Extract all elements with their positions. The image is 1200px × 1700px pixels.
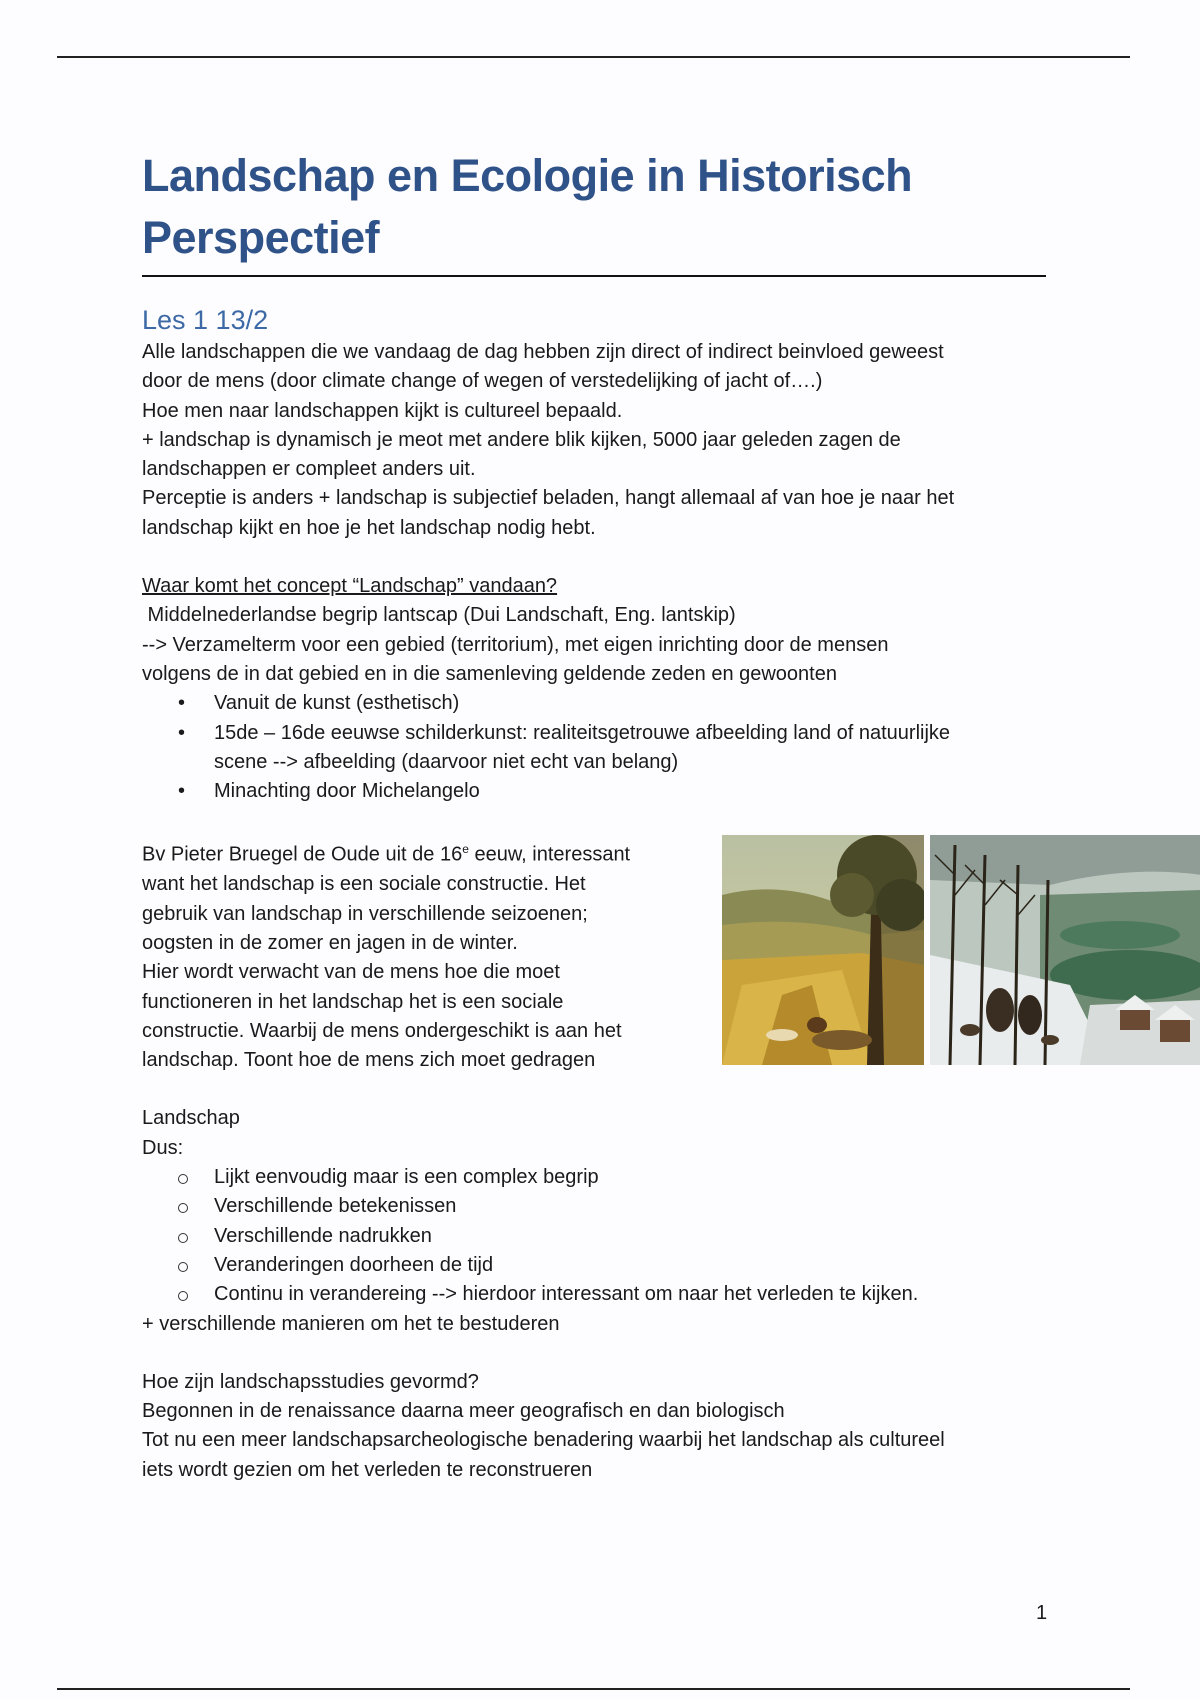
page-title: Landschap en Ecologie in Historisch Perspectief: [142, 145, 1046, 277]
bullet-icon: •: [178, 780, 186, 803]
text-line: gebruik van landschap in verschillende seizoenen;: [142, 902, 588, 925]
text-line: Hoe men naar landschappen kijkt is cultureel bepaald.: [142, 399, 623, 422]
text-line: want het landschap is een sociale constructie. Het: [142, 873, 586, 896]
list-item: Verschillende nadrukken: [142, 1222, 1046, 1251]
text-line: Middelnederlandse begrip lantscap (Dui Landschaft, Eng. lantskip): [142, 604, 736, 627]
intro-paragraph: [142, 338, 1046, 543]
studies-section: [142, 1368, 1046, 1485]
text-line: + landschap is dynamisch je meot met andere blik kijken, 5000 jaar geleden zagen de: [142, 428, 901, 451]
text-line: functioneren in het landschap het is een sociale: [142, 990, 564, 1013]
text-line: landschap kijkt en hoe je het landschap nodig hebt.: [142, 516, 596, 539]
text-line: Alle landschappen die we vandaag de dag hebben zijn direct of indirect beinvloed geweest: [142, 341, 944, 363]
text-line: + verschillende manieren om het te bestuderen: [142, 1312, 560, 1335]
bruegel-paintings: [722, 835, 1200, 1065]
text-line: --> Verzamelterm voor een gebied (territorium), met eigen inrichting door de mensen: [142, 633, 889, 656]
landschap-section: [142, 1104, 1046, 1338]
concept-section: [142, 572, 1046, 806]
list-item: Lijkt eenvoudig maar is een complex begrip: [142, 1163, 1046, 1192]
text-line: Hoe zijn landschapsstudies gevormd?: [142, 1370, 479, 1393]
bullet-icon: •: [178, 721, 186, 744]
document-body: [142, 145, 1046, 1485]
section-heading: Waar komt het concept “Landschap” vandaan?: [142, 575, 558, 598]
lesson-heading: Les 1 13/2: [142, 305, 269, 335]
bottom-rule: [57, 1688, 1130, 1690]
text-line: landschap. Toont hoe de mens zich moet gedragen: [142, 1049, 596, 1072]
text-line: Dus:: [142, 1136, 184, 1159]
text-line: Bv Pieter Bruegel de Oude uit de 16e eeuw, interessant: [142, 842, 631, 867]
circle-bullet-icon: [178, 1233, 188, 1243]
list-item: • Minachting door Michelangelo: [142, 777, 1046, 806]
circle-bullet-icon: [178, 1203, 188, 1213]
list-item: • 15de – 16de eeuwse schilderkunst: realiteitsgetrouwe afbeelding land of natuurlijke: [142, 719, 1046, 748]
top-rule: [57, 56, 1130, 58]
circle-bullet-icon: [178, 1174, 188, 1184]
bruegel-section: [142, 835, 1046, 1075]
list-item-continuation: scene --> afbeelding (daarvoor niet echt van belang): [214, 750, 679, 773]
text-line: iets wordt gezien om het verleden te reconstrueren: [142, 1458, 593, 1481]
page-number: 1: [1036, 1602, 1048, 1624]
list-item: Verschillende betekenissen: [142, 1192, 1046, 1221]
bullet-icon: •: [178, 692, 186, 715]
text-line: Hier wordt verwacht van de mens hoe die moet: [142, 961, 560, 984]
harvesters-painting: [722, 835, 924, 1065]
text-line: Perceptie is anders + landschap is subjectief beladen, hangt allemaal af van hoe je naar het: [142, 487, 955, 510]
text-line: door de mens (door climate change of wegen of verstedelijking of jacht of….): [142, 370, 823, 393]
list-item: Continu in verandereing --> hierdoor interessant om naar het verleden te kijken.: [142, 1280, 1046, 1309]
circle-bullet-icon: [178, 1291, 188, 1301]
text-line: Landschap: [142, 1107, 240, 1130]
text-line: constructie. Waarbij de mens ondergeschikt is aan het: [142, 1019, 622, 1042]
landschap-list: [142, 1163, 1046, 1309]
text-line: Tot nu een meer landschapsarcheologische benadering waarbij het landschap als cultureel: [142, 1429, 945, 1452]
concept-bullet-list: [142, 689, 1046, 806]
text-line: landschappen er compleet anders uit.: [142, 458, 476, 481]
text-line: oogsten in de zomer en jagen in de winter.: [142, 932, 518, 954]
list-item: • Vanuit de kunst (esthetisch): [142, 689, 1046, 718]
text-line: Begonnen in de renaissance daarna meer geografisch en dan biologisch: [142, 1400, 785, 1423]
list-item: Veranderingen doorheen de tijd: [142, 1251, 1046, 1280]
circle-bullet-icon: [178, 1262, 188, 1272]
text-line: volgens de in dat gebied en in die samenleving geldende zeden en gewoonten: [142, 662, 837, 685]
hunters-in-snow-painting: [930, 835, 1200, 1065]
